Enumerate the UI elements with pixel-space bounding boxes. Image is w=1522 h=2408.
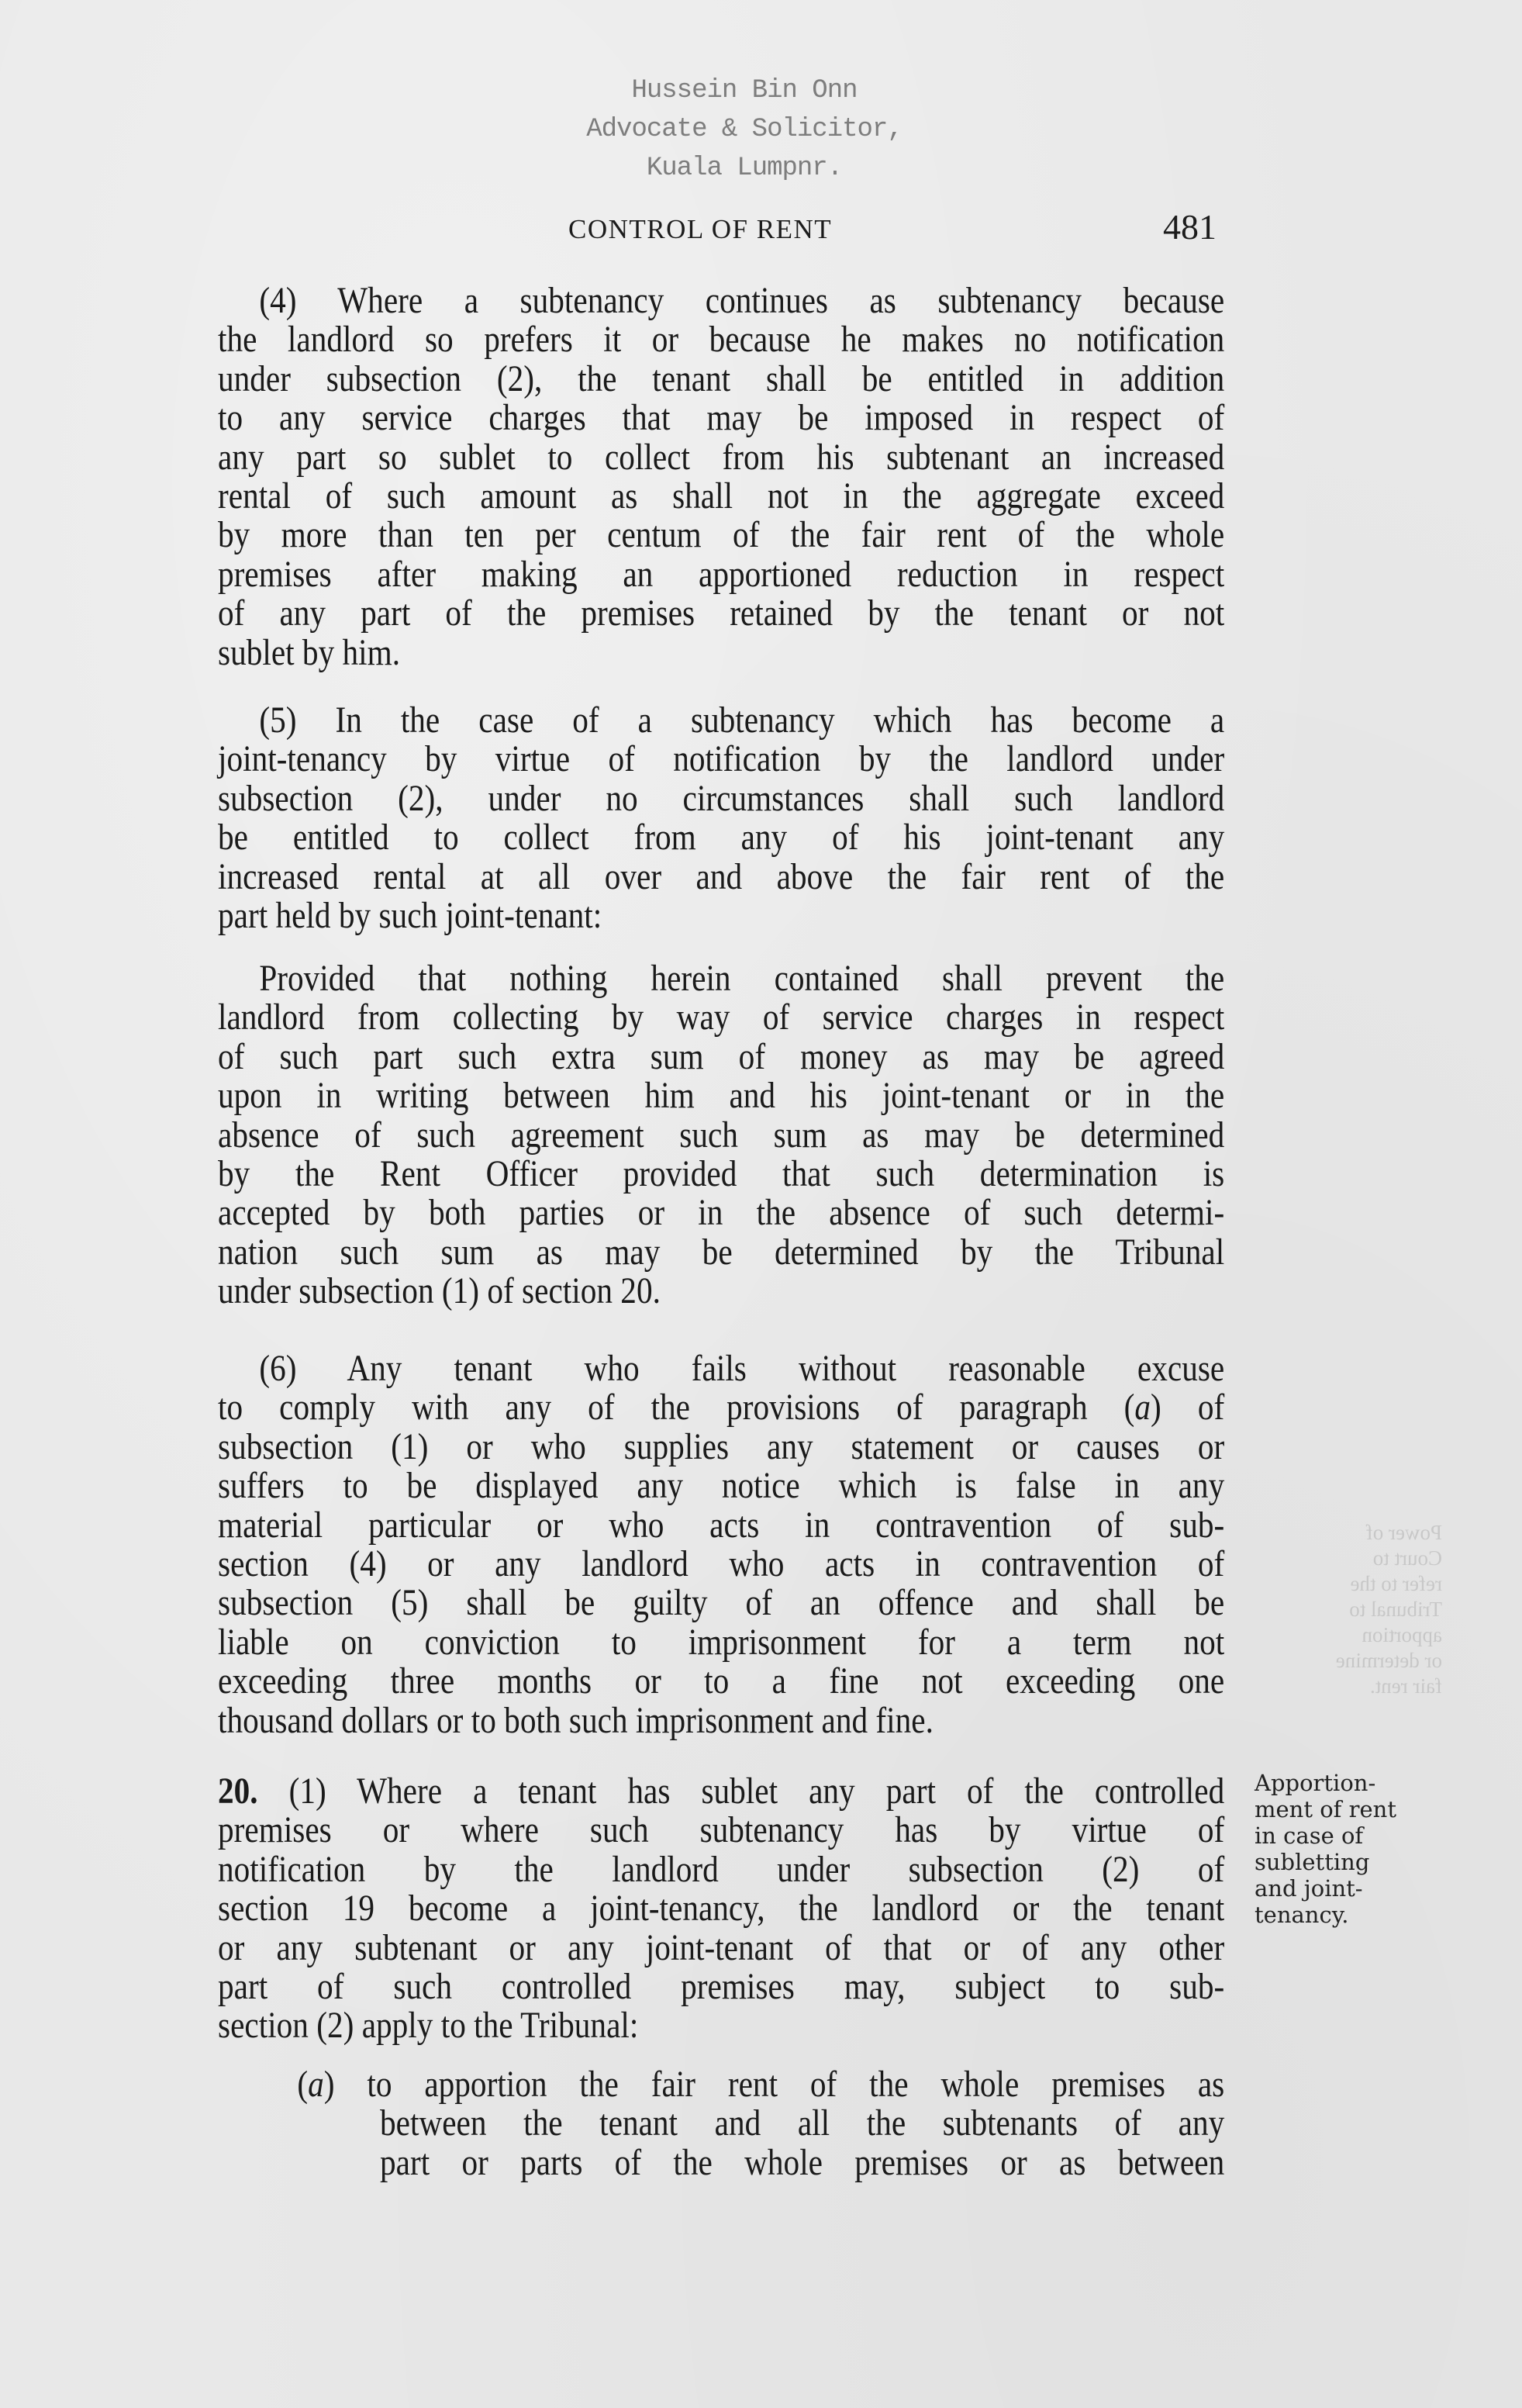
proviso bbox=[218, 959, 1224, 1311]
text-line: section (4) or any landlord who acts in contravention of bbox=[218, 1543, 1225, 1584]
text-line: thousand dollars or to both such imprisonment and fine. bbox=[218, 1699, 934, 1741]
text-line: landlord from collecting by way of service charges in respect bbox=[218, 997, 1225, 1038]
section-20 bbox=[218, 1772, 1224, 2046]
paragraph-label: a bbox=[308, 2064, 324, 2105]
margin-note-line: tenancy. bbox=[1255, 1902, 1349, 1928]
stamp-line: Advocate & Solicitor, bbox=[586, 115, 903, 144]
text-line: increased rental at all over and above the fair rent of the bbox=[218, 855, 1225, 897]
text-line: or any subtenant or any joint-tenant of that or of any other bbox=[218, 1926, 1225, 1968]
subsection-5 bbox=[218, 701, 1224, 935]
text-line: sublet by him. bbox=[218, 631, 401, 673]
text-line: upon in writing between him and his joint-tenant or in the bbox=[218, 1075, 1225, 1117]
margin-note-line: Apportion- bbox=[1255, 1770, 1376, 1796]
text-line: under subsection (2), the tenant shall be entitled in addition bbox=[218, 358, 1225, 399]
text-line: nation such sum as may be determined by the Tribunal bbox=[218, 1231, 1225, 1273]
text-line: liable on conviction to imprisonment for a term not bbox=[218, 1621, 1225, 1663]
bleed-line: refer to the bbox=[1350, 1572, 1442, 1595]
text-line: subsection (5) shall be guilty of an offence and shall be bbox=[218, 1582, 1225, 1624]
text-run: ) bbox=[323, 2064, 335, 2105]
text-line: of such part such extra sum of money as may be agreed bbox=[218, 1035, 1225, 1077]
advocate-stamp bbox=[543, 71, 946, 188]
text-line: (5) In the case of a subtenancy which has become a bbox=[259, 700, 1225, 741]
text-line: by more than ten per centum of the fair rent of the whole bbox=[218, 514, 1225, 556]
bleed-line: fair rent. bbox=[1370, 1674, 1442, 1698]
text-line: part of such controlled premises may, subject to sub- bbox=[218, 1965, 1225, 2007]
text-run: ) of bbox=[1151, 1387, 1225, 1429]
text-line: subsection (2), under no circumstances shall such landlord bbox=[218, 777, 1225, 819]
text-line: part held by such joint-tenant: bbox=[218, 894, 602, 936]
text-line: between the tenant and all the subtenants of any bbox=[379, 2102, 1225, 2144]
text-line: (4) Where a subtenancy continues as subtenancy because bbox=[259, 280, 1225, 321]
margin-note-line: and joint- bbox=[1255, 1875, 1363, 1902]
paragraph-label: a bbox=[1134, 1387, 1151, 1429]
text-line: suffers to be displayed any notice which is false in any bbox=[218, 1465, 1225, 1507]
text-line: of any part of the premises retained by the tenant or not bbox=[218, 592, 1225, 634]
text-run: (1) Where a tenant has sublet any part of the controlled bbox=[257, 1771, 1225, 1812]
bleed-line: Power of bbox=[1365, 1521, 1442, 1544]
section-number: 20. bbox=[218, 1771, 258, 1812]
bleed-line: Court to bbox=[1372, 1546, 1442, 1570]
text-line: by the Rent Officer provided that such determination is bbox=[218, 1152, 1225, 1194]
text-line: any part so sublet to collect from his subtenant an increased bbox=[218, 436, 1225, 478]
text-line: joint-tenancy by virtue of notification by the landlord under bbox=[218, 738, 1225, 780]
stamp-line: Kuala Lumpnr. bbox=[646, 154, 843, 183]
margin-note-line: subletting bbox=[1255, 1849, 1370, 1875]
bleed-line: Tribunal to bbox=[1349, 1598, 1442, 1621]
text-line: accepted by both parties or in the absence of such determi- bbox=[218, 1192, 1225, 1234]
text-line: (6) Any tenant who fails without reasonable excuse bbox=[259, 1348, 1225, 1389]
subsection-6 bbox=[218, 1349, 1224, 1740]
stamp-line: Hussein Bin Onn bbox=[631, 76, 858, 105]
margin-note-line: in case of bbox=[1255, 1822, 1364, 1849]
text-run: to apportion the fair rent of the whole premises as bbox=[334, 2064, 1225, 2105]
subsection-4 bbox=[218, 282, 1224, 672]
text-line: notification by the landlord under subsection (2) of bbox=[218, 1848, 1225, 1890]
text-run: to comply with any of the provisions of paragraph ( bbox=[218, 1387, 1135, 1429]
text-line: part or parts of the whole premises or as between bbox=[379, 2141, 1225, 2183]
bleed-through-note bbox=[1256, 1520, 1442, 1699]
margin-note bbox=[1255, 1770, 1425, 1928]
bleed-line: apportion bbox=[1362, 1623, 1442, 1646]
text-line: premises after making an apportioned reduction in respect bbox=[218, 553, 1225, 595]
text-line: to any service charges that may be imposed in respect of bbox=[218, 397, 1225, 439]
page-number: 481 bbox=[1163, 207, 1217, 247]
text-run: ( bbox=[297, 2064, 309, 2105]
text-line: be entitled to collect from any of his joint-tenant any bbox=[218, 817, 1225, 859]
text-line: material particular or who acts in contravention of sub- bbox=[218, 1504, 1225, 1546]
text-line: section (2) apply to the Tribunal: bbox=[218, 2005, 639, 2047]
text-line: exceeding three months or to a fine not exceeding one bbox=[218, 1660, 1225, 1702]
text-line: subsection (1) or who supplies any statement or causes or bbox=[218, 1425, 1225, 1467]
text-line bbox=[218, 1772, 1224, 1811]
bleed-line: or determine bbox=[1335, 1649, 1442, 1672]
text-line: premises or where such subtenancy has by virtue of bbox=[218, 1809, 1225, 1851]
text-line: absence of such agreement such sum as may be determined bbox=[218, 1114, 1225, 1156]
text-line bbox=[218, 1388, 1224, 1427]
text-line bbox=[218, 2065, 1224, 2104]
text-line: Provided that nothing herein contained shall prevent the bbox=[259, 958, 1225, 999]
text-line: rental of such amount as shall not in the aggregate exceed bbox=[218, 475, 1225, 516]
running-head: CONTROL OF RENT bbox=[568, 214, 833, 244]
paragraph-a bbox=[218, 2065, 1224, 2182]
text-line: the landlord so prefers it or because he makes no notification bbox=[218, 319, 1225, 361]
text-line: under subsection (1) of section 20. bbox=[218, 1270, 661, 1312]
text-line: section 19 become a joint-tenancy, the landlord or the tenant bbox=[218, 1888, 1225, 1930]
margin-note-line: ment of rent bbox=[1255, 1796, 1396, 1822]
